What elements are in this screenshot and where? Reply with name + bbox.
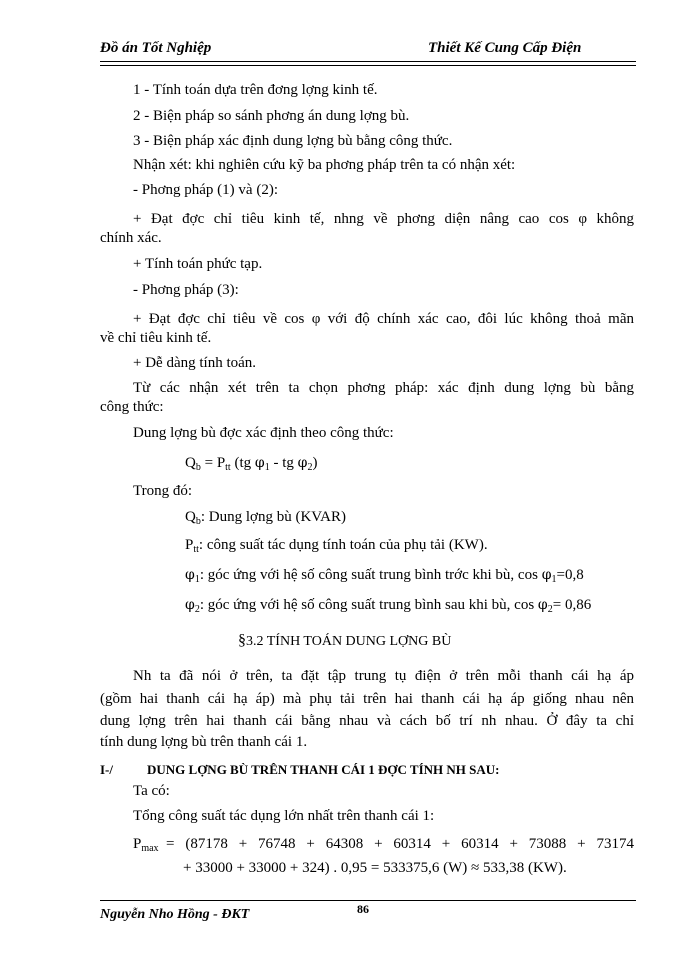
pmax-equation-line-2: + 33000 + 33000 + 324) . 0,95 = 533375,6 (W) ≈ 533,38 (KW). xyxy=(183,860,567,876)
footer-author: Nguyễn Nho Hồng - ĐKT xyxy=(100,907,250,922)
header-right: Thiết Kế Cung Cấp Điện xyxy=(428,40,582,56)
pmax-equation-line-1: = (87178 + 76748 + 64308 + 60314 + 60314 + 73088 + 73174 xyxy=(166,836,634,852)
method-3-heading: - Phơng pháp (3): xyxy=(133,282,239,298)
conclusion-line-a: Từ các nhận xét trên ta chọn phơng pháp: xác định dung lợng bù bằng xyxy=(133,380,634,396)
pro-3-line-c: + Dễ dàng tính toán. xyxy=(133,355,257,371)
pro-3-line-a: + Đạt đợc chỉ tiêu về cos φ với độ chính xác cao, đôi lúc không thoả mãn xyxy=(133,311,634,327)
qb-definition: $Q_b$: Dung lợng bù (KVAR) xyxy=(185,509,347,527)
page-number: 86 xyxy=(357,902,369,916)
section-heading: §3.2 TÍNH TOÁN DUNG LỢNG BÙ xyxy=(238,632,452,649)
paragraph-line-1: Nh ta đã nói ở trên, ta đặt tập trung tụ điện ở trên mỗi thanh cái hạ áp xyxy=(133,668,634,684)
conclusion-line-b: công thức: xyxy=(100,399,164,415)
phi1-definition: $\varphi_1$: góc ứng với hệ số công suất trung bình trớc khi bù, $\cos \varphi_1=0,8$ xyxy=(185,567,584,585)
header-rule xyxy=(100,61,636,62)
pmax-label: $P_{max}$ xyxy=(133,836,159,854)
paragraph-line-2: (gồm hai thanh cái hạ áp) mà phụ tải trên hai thanh cái hạ áp giống nhau nên xyxy=(100,691,634,707)
formula-intro: Dung lợng bù đợc xác định theo công thức: xyxy=(133,425,394,441)
con-1-line: + Tính toán phức tạp. xyxy=(133,256,263,272)
paragraph-line-3: dung lợng trên hai thanh cái bằng nhau và cách bố trí nh nhau. Ở đây ta chỉ xyxy=(100,713,634,729)
pro-1-line-b: chính xác. xyxy=(100,230,162,246)
paragraph-line-4: tính dung lợng bù trên thanh cái 1. xyxy=(100,734,308,750)
pro-1-line-a: + Đạt đợc chỉ tiêu kinh tế, nhng về phơng diện nâng cao cos φ không xyxy=(133,211,634,227)
subsection-title: DUNG LỢNG BÙ TRÊN THANH CÁI 1 ĐỢC TÍNH NH SAU: xyxy=(147,762,500,777)
header-left: Đồ án Tốt Nghiệp xyxy=(100,40,212,56)
where-label: Trong đó: xyxy=(133,483,193,499)
list-item-2: 2 - Biện pháp so sánh phơng án dung lợng bù. xyxy=(133,108,410,124)
footer-rule xyxy=(100,900,636,901)
method-1-2-heading: - Phơng pháp (1) và (2): xyxy=(133,182,278,198)
list-item-1: 1 - Tính toán dựa trên đơng lợng kinh tế. xyxy=(133,82,378,98)
qb-formula: $Q_b = P_{tt}$ (tg $\varphi_1$ - tg $\varphi_2$) xyxy=(185,455,318,473)
we-have-line: Ta có: xyxy=(133,783,170,799)
header-rule-thin xyxy=(100,65,636,66)
subsection-number: I-/ xyxy=(100,762,113,777)
remark-line: Nhận xét: khi nghiên cứu kỹ ba phơng pháp trên ta có nhận xét: xyxy=(133,157,516,173)
ptt-definition: $P_{tt}$: công suất tác dụng tính toán của phụ tải (KW). xyxy=(185,537,488,555)
pro-3-line-b: về chỉ tiêu kinh tế. xyxy=(100,330,212,346)
list-item-3: 3 - Biện pháp xác định dung lợng bù bằng công thức. xyxy=(133,133,453,149)
total-power-line: Tổng công suất tác dụng lớn nhất trên thanh cái 1: xyxy=(133,808,435,824)
phi2-definition: $\varphi_2$: góc ứng với hệ số công suất trung bình sau khi bù, $\cos \varphi_2= 0,86$ xyxy=(185,597,592,615)
